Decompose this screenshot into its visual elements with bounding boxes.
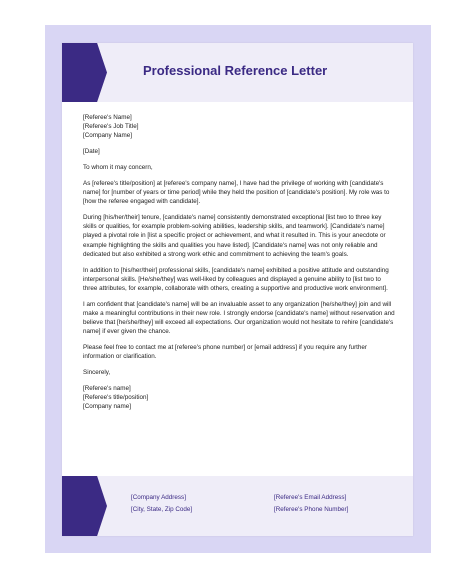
signature-title: [Referee's title/position] xyxy=(83,394,149,402)
signature-block xyxy=(83,384,395,412)
signature-name: [Referee's name] xyxy=(83,385,131,393)
paragraph-1: As [referee's title/position] at [referee's company name], I have had the privilege of working with [candidate's name] for [number of years or time period] while they held the position of [candidate's position]. My role was to [how the referee engaged with candidate]. xyxy=(83,179,390,206)
letter-footer xyxy=(62,476,413,536)
footer-chevron-decoration xyxy=(62,476,107,536)
closing: Sincerely, xyxy=(83,369,111,377)
letter-date: [Date] xyxy=(83,148,100,156)
referee-phone: [Referee's Phone Number] xyxy=(274,506,349,513)
footer-address-column xyxy=(131,492,192,516)
referee-name: [Referee's Name] xyxy=(83,114,132,121)
letter-title: Professional Reference Letter xyxy=(143,63,328,78)
salutation: To whom it may concern, xyxy=(83,164,153,171)
footer-contact-column xyxy=(274,492,348,516)
paragraph-5: Please feel free to contact me at [referee's phone number] or [email address] if you require any further information or clarification. xyxy=(83,344,368,361)
paragraph-3: In addition to [his/her/their] professional skills, [candidate's name] exhibited a positive attitude and outstanding interpersonal skills. [He/she/they] was well-liked by colleagues and displayed a genuine ability to [list two to three attributes, for example, collaborate with others, creating a supportive and productive work environment]. xyxy=(83,266,389,293)
paragraph-2: During [his/her/their] tenure, [candidate's name] consistently demonstrated exceptional [list two to three key skills or qualities, for example problem-solving abilities, leadership skills, and teamwork]. [Candidate's name] played a pivotal role in [list a specific project or achievement, and what it resulted in. This is your anecdote or example highlighting the skills and qualities you have listed]. [Candidate's name] was not only reliable and dedicated but also exhibited a strong work ethic and commitment to achieving the team's goals. xyxy=(83,214,386,258)
referee-job-title: [Referee's Job Title] xyxy=(83,123,139,131)
letter-body xyxy=(83,113,395,418)
letter-page xyxy=(62,43,413,536)
signature-company: [Company name] xyxy=(83,403,131,411)
sender-block xyxy=(83,113,395,141)
header-chevron-decoration xyxy=(62,43,107,102)
city-state-zip: [City, State, Zip Code] xyxy=(131,506,193,513)
paragraph-4: I am confident that [candidate's name] will be an invaluable asset to any organization [he/she/they] join and will make a meaningful contributions in their new role. I strongly endorse [candidate's name] without reservation and believe that [he/she/they] will exceed all expectations. Our organization would not hesitate to rehire [candidate's name] if ever given the chance. xyxy=(83,300,395,336)
letter-header xyxy=(62,43,413,102)
company-name: [Company Name] xyxy=(83,132,132,140)
company-address: [Company Address] xyxy=(131,494,186,501)
referee-email: [Referee's Email Address] xyxy=(274,494,347,501)
